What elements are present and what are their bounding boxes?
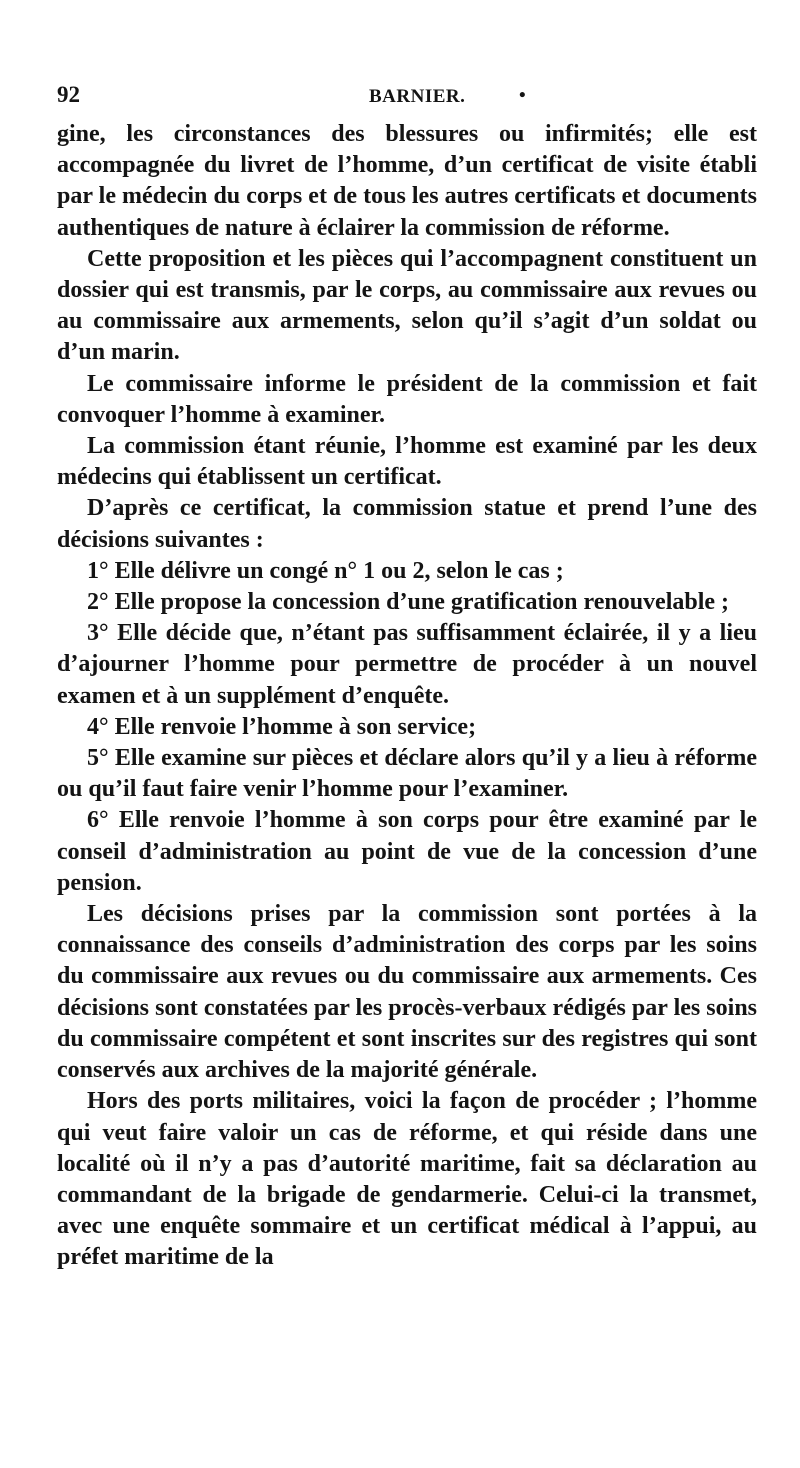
list-item: 2° Elle propose la concession d’une gratification renouvelable ;	[87, 589, 730, 616]
list-item: 5° Elle examine sur pièces et déclare alors qu’il y a lieu à réforme ou qu’il faut faire venir l’homme pour l’examiner.	[57, 745, 757, 803]
paragraph: La commission étant réunie, l’homme est examiné par les deux médecins qui établissent un certificat.	[57, 433, 757, 491]
paragraph: Hors des ports militaires, voici la façon de procéder ; l’homme qui veut faire valoir un cas de réforme, et qui réside dans une localité où il n’y a pas d’autorité maritime, fait sa déclaration au commandant de la brigade de gendarmerie. Celui-ci la transmet, avec une enquête sommaire et un certificat médical à l’appui, au préfet maritime de la	[57, 1088, 757, 1271]
paragraph: D’après ce certificat, la commission statue et prend l’une des décisions suivantes :	[57, 495, 757, 553]
list-item: 1° Elle délivre un congé n° 1 ou 2, selon le cas ;	[87, 557, 564, 584]
body-text	[57, 119, 757, 1274]
paragraph: Le commissaire informe le président de la commission et fait convoquer l’homme à examiner.	[57, 370, 757, 428]
list-item: 3° Elle décide que, n’étant pas suffisamment éclairée, il y a lieu d’ajourner l’homme pour permettre de procéder à un nouvel examen et à un supplément d’enquête.	[57, 620, 757, 709]
page-number: 92	[57, 82, 80, 107]
paragraph-continuation: gine, les circonstances des blessures ou infirmités; elle est accompagnée du livret de l’homme, d’un certificat de visite établi par le médecin du corps et de tous les autres certificats et documents authentiques de nature à éclairer la commission de réforme.	[57, 121, 757, 241]
list-item: 6° Elle renvoie l’homme à son corps pour être examiné par le conseil d’administration au point de vue de la concession d’une pension.	[57, 807, 757, 896]
list-item: 4° Elle renvoie l’homme à son service;	[87, 713, 477, 740]
header-mark: •	[519, 85, 526, 106]
paragraph: Les décisions prises par la commission sont portées à la connaissance des conseils d’administration des corps par les soins du commissaire aux revues ou du commissaire aux armements. Ces décisions sont constatées par les procès-verbaux rédigés par les soins du commissaire compétent et sont inscrites sur des registres qui sont conservés aux archives de la majorité générale.	[57, 901, 757, 1084]
paragraph: Cette proposition et les pièces qui l’accompagnent constituent un dossier qui est transmis, par le corps, au commissaire aux revues ou au commissaire aux armements, selon qu’il s’agit d’un soldat ou d’un marin.	[57, 245, 757, 366]
page-header	[57, 82, 757, 112]
running-title: BARNIER.	[369, 86, 466, 107]
